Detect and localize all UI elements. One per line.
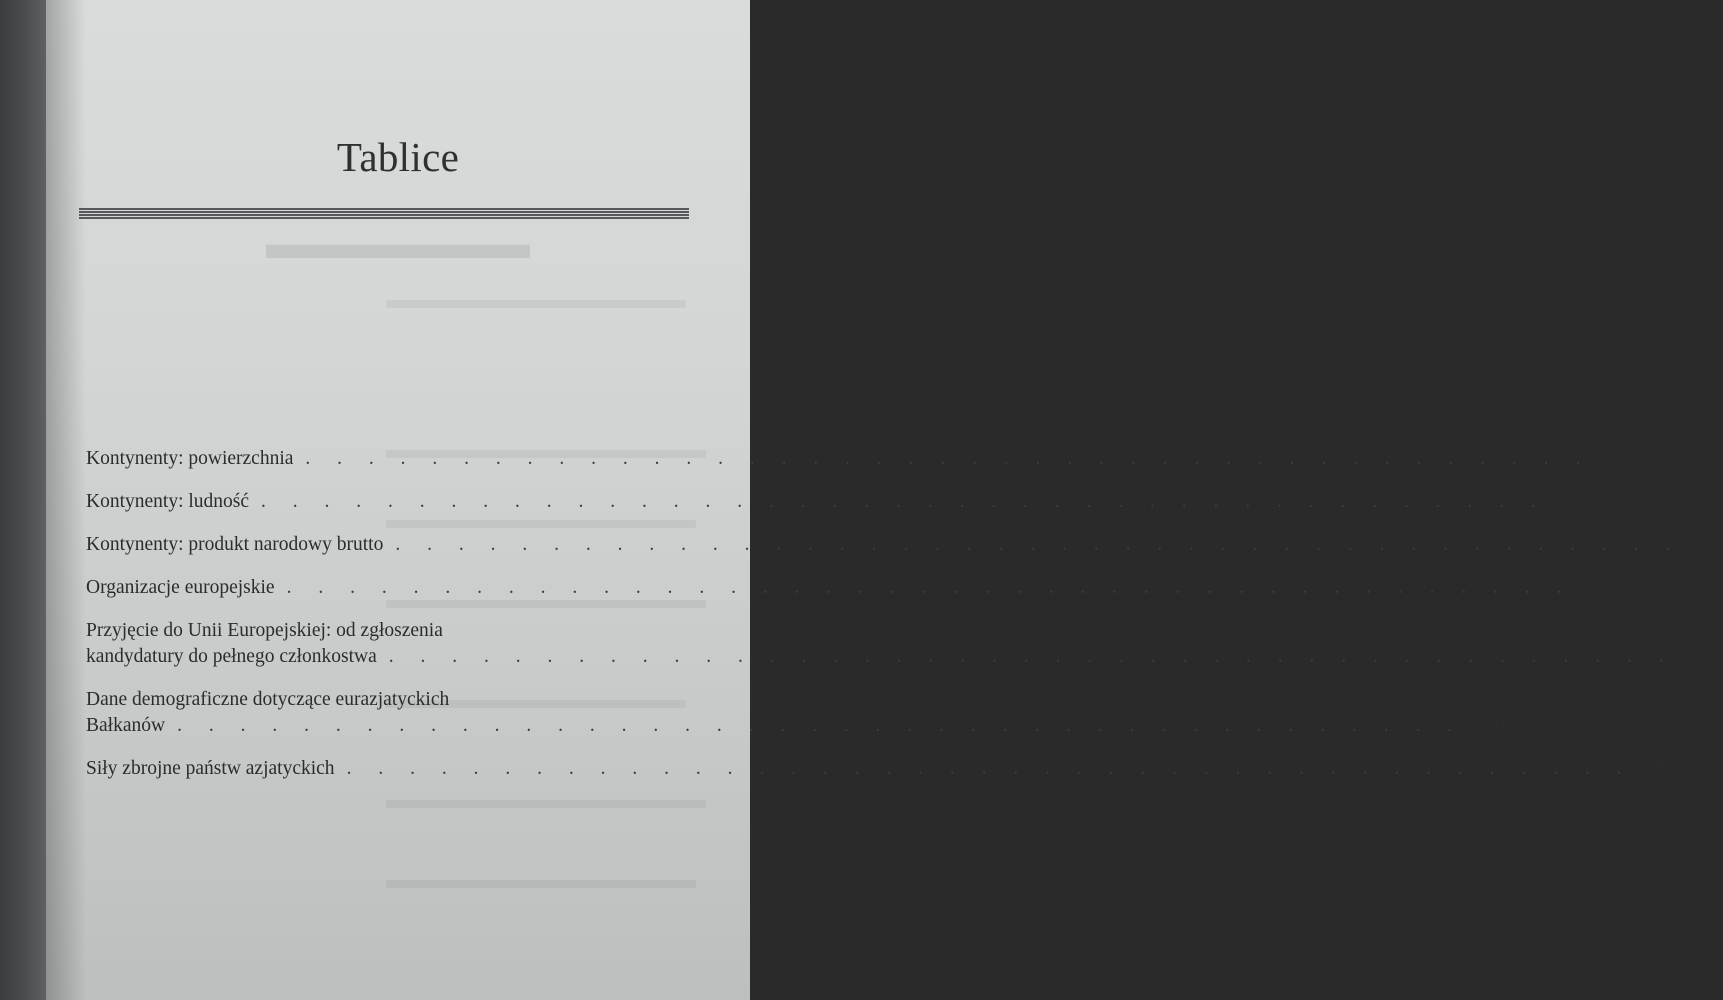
dot-leader: . . . . . . . . . . . . . . . . . . . . . . . . . . . . . . . . . . . . . . . . . bbox=[395, 534, 1682, 555]
toc-entry-title: Kontynenty: produkt narodowy brutto bbox=[86, 534, 384, 555]
dot-leader: . . . . . . . . . . . . . . . . . . . . . . . . . . . . . . . . . . . . . . . . . bbox=[261, 491, 1547, 512]
toc-entry-line bbox=[86, 644, 1717, 670]
toc-entry bbox=[86, 575, 1615, 601]
toc-entry-line bbox=[86, 489, 1589, 515]
dot-leader: . . . . . . . . . . . . . . . . . . . . . . . . . . . . . . . . . . . . . . . . . bbox=[177, 715, 1463, 736]
toc-page-number: 196 bbox=[1645, 758, 1675, 779]
show-through-line bbox=[386, 300, 686, 308]
dot-leader: . . . . . . . . . . . . . . . . . . . . . . . . . . . . . . . . . . . . . . . . . bbox=[286, 577, 1573, 598]
toc-entry bbox=[86, 687, 1505, 739]
toc-entry-title: Bałkanów bbox=[86, 715, 166, 736]
toc-entry-title: Kontynenty: ludność bbox=[86, 491, 250, 512]
dot-leader: . . . . . . . . . . . . . . . . . . . . . . . . . . . . . . . . . . . . . . . . . bbox=[346, 758, 1633, 779]
table-of-contents bbox=[86, 446, 1723, 799]
toc-entry-line bbox=[86, 446, 1634, 472]
toc-entry bbox=[86, 618, 1717, 670]
show-through-line bbox=[386, 880, 696, 888]
toc-entry bbox=[86, 489, 1589, 515]
title-rule bbox=[79, 208, 689, 220]
toc-page-number: 70 bbox=[1594, 577, 1615, 598]
toc-entry-line bbox=[86, 532, 1723, 558]
toc-entry-line bbox=[86, 756, 1675, 782]
toc-page-number: 39 bbox=[1703, 534, 1723, 555]
toc-entry-title: Kontynenty: powierzchnia bbox=[86, 448, 294, 469]
toc-entry-line bbox=[86, 575, 1615, 601]
toc-page-number: 39 bbox=[1569, 491, 1589, 512]
toc-page-number: 103 bbox=[1687, 646, 1717, 667]
show-through-line bbox=[386, 800, 706, 808]
page-title: Tablice bbox=[336, 134, 460, 180]
toc-entry-title: kandydatury do pełnego członkostwa bbox=[86, 646, 377, 667]
toc-page-number: 39 bbox=[1613, 448, 1634, 469]
toc-entry bbox=[86, 532, 1723, 558]
toc-entry-title: Siły zbrojne państw azjatyckich bbox=[86, 758, 335, 779]
book-spine bbox=[0, 0, 46, 1000]
toc-entry-title-line: Dane demograficzne dotyczące eurazjatyckich bbox=[86, 689, 450, 710]
show-through-heading: ▬▬▬▬▬▬ bbox=[266, 219, 530, 268]
book-page bbox=[46, 0, 1723, 1000]
toc-entry bbox=[86, 756, 1675, 782]
toc-page-number: 159 bbox=[1475, 715, 1505, 736]
toc-entry-title: Organizacje europejskie bbox=[86, 577, 275, 598]
toc-entry-line bbox=[86, 713, 1505, 739]
toc-entry bbox=[86, 446, 1634, 472]
dot-leader: . . . . . . . . . . . . . . . . . . . . . . . . . . . . . . . . . . . . . . . . . bbox=[305, 448, 1592, 469]
toc-entry-title-line: Przyjęcie do Unii Europejskiej: od zgłoszenia bbox=[86, 620, 443, 641]
dot-leader: . . . . . . . . . . . . . . . . . . . . . . . . . . . . . . . . . . . . . . . . . bbox=[388, 646, 1675, 667]
